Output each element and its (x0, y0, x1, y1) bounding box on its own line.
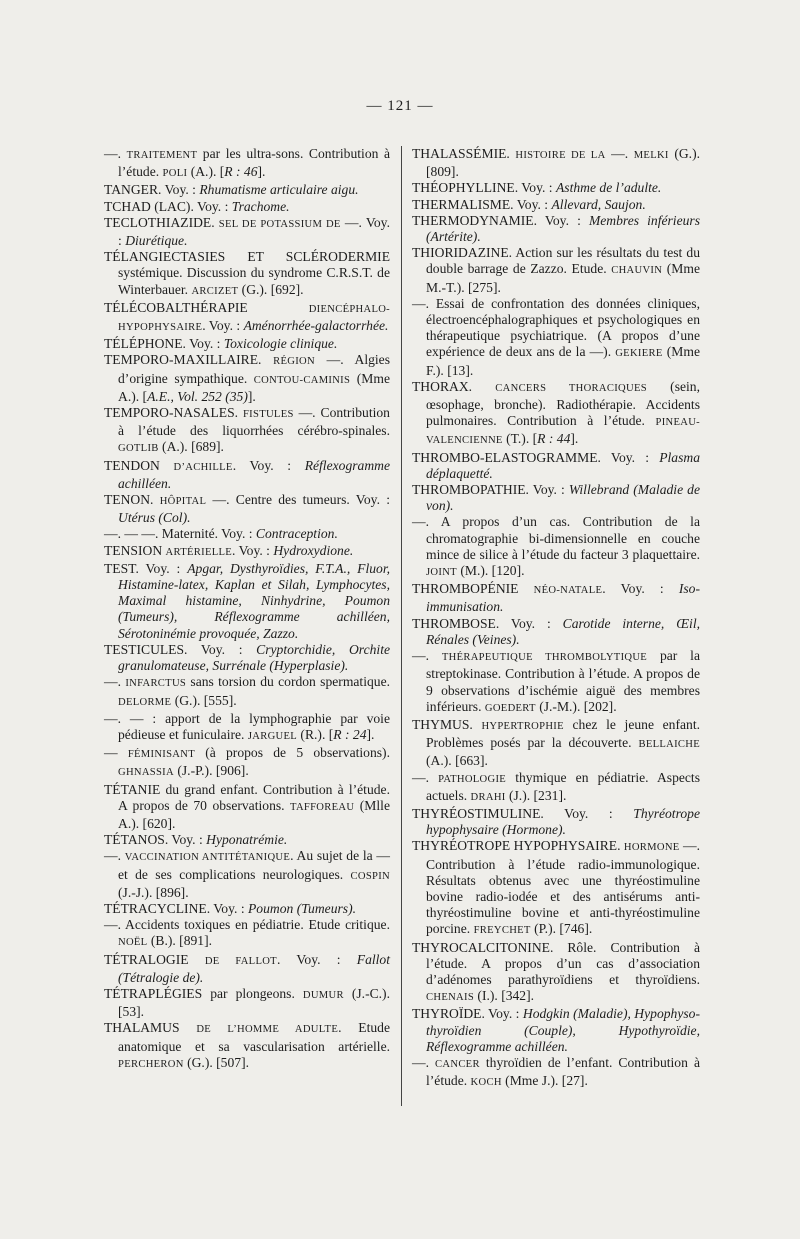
entry-text: Hydroxydione. (273, 542, 354, 558)
entry-text: Cryptorchidie, Orchite granulomateuse, Surrénale (Hyperplasie). (118, 641, 390, 674)
entry-text: (Mme M.-T.). [275]. (426, 261, 700, 295)
entry-text: THALASSÉMIE. (412, 146, 516, 161)
index-entry (412, 616, 700, 648)
entry-text: INFARCTUS (125, 678, 187, 690)
entry-text: —. — —. Maternité. Voy. : (104, 526, 256, 542)
entry-text: DE FALLOT (204, 955, 277, 967)
entry-text: Asthme de l’adulte. (556, 180, 662, 196)
entry-text: Membres inférieurs (Artérite). (426, 212, 700, 245)
entry-text: POLI (162, 168, 188, 180)
entry-text: —. (412, 769, 439, 785)
index-entry (412, 180, 700, 196)
entry-text: (Mlle A.). [620]. (118, 797, 390, 831)
index-entry (104, 492, 390, 526)
entry-text: FISTULES (242, 409, 294, 421)
entry-text: —. (104, 848, 125, 864)
entry-text: (A.). [689]. (158, 439, 224, 455)
entry-text: THYRÉOTROPE HYPOPHYSAIRE. (412, 838, 624, 854)
entry-text: . Etude anatomique et sa vascularisation artérielle. (118, 1020, 390, 1054)
entry-text: CONTOU-CAMINIS (253, 374, 351, 386)
index-entry (412, 379, 700, 450)
entry-text: (Mme A.). [ (118, 370, 390, 404)
entry-text: —. Centre des tumeurs. Voy. : (206, 492, 390, 508)
entry-text: A.E., Vol. 252 (35) (147, 388, 248, 404)
entry-text: (B.). [891]. (147, 933, 213, 949)
entry-text: (J.-M.). [202]. (535, 698, 617, 714)
entry-text: . Voy. : (232, 542, 274, 558)
index-entry (104, 674, 390, 710)
entry-text: Utérus (Col). (118, 510, 191, 526)
entry-text: THÉRAPEUTIQUE THROMBOLYTIQUE (441, 652, 648, 664)
entry-text: Apgar, Dysthyroïdies, F.T.A., Fluor, Histamine-latex, Kaplan et Silah, Lymphocytes, Maximal histamine, Ninhydrine, Poumon (Tumeurs), Réflexogramme achilléen, Sérotoninémie provoquée, Zazzo. (118, 560, 390, 641)
index-entry (412, 770, 700, 806)
entry-text: —. (412, 1054, 436, 1070)
entry-text: CHENAIS (426, 992, 475, 1004)
page-number: — 121 — (366, 98, 434, 114)
entry-text: TEMPORO-MAXILLAIRE. (104, 352, 274, 368)
entry-text: PATHOLOGIE (438, 773, 507, 785)
entry-text: —. Essai de confrontation des données cliniques, électroencéphalographiques et psychologiques en thérapeutique psychiatrique. (A propos d’une expérience de deux ans de la —). (412, 295, 700, 360)
entry-text: Poumon (Tumeurs). (248, 900, 356, 916)
entry-text: Trachome. (231, 198, 290, 214)
entry-text: TÉLÉCOBALTHÉRAPIE (104, 299, 309, 315)
entry-text: (A.). [ (187, 164, 225, 180)
entry-text: —. (605, 146, 634, 161)
entry-text: —. Algies d’origine sympathique. (118, 352, 390, 386)
index-entry (412, 648, 700, 717)
entry-text: (Mme J.). [27]. (501, 1073, 588, 1089)
entry-text: Fallot (Tétralogie de). (118, 951, 390, 985)
entry-text: Carotide interne, Œil, Rénales (Veines). (426, 615, 701, 647)
entry-text: R : 46 (224, 164, 258, 180)
index-entry (104, 917, 390, 951)
entry-text: Toxicologie clinique. (223, 336, 338, 352)
entry-text: Contraception. (255, 526, 338, 542)
index-entry (412, 838, 700, 939)
entry-text: GHNASSIA (118, 767, 174, 779)
entry-text: TEMPORO-NASALES. (104, 405, 243, 421)
entry-text: Réflexogramme achilléen. (118, 457, 390, 491)
index-entry (104, 952, 390, 986)
entry-text: HISTOIRE DE LA (515, 150, 606, 161)
entry-text: . Voy. : (232, 457, 305, 473)
index-entry (104, 352, 390, 405)
index-entry (104, 901, 390, 917)
index-entry (412, 581, 700, 615)
entry-text: (T.). [ (502, 431, 538, 447)
entry-text: (à propos de 5 observations). (194, 745, 390, 761)
entry-text: R : 44 (537, 431, 571, 447)
entry-text: par la streptokinase. Contribution à l’étude. A propos de 9 observations d’ischémie aiguë des membres inférieurs. (426, 648, 700, 714)
entry-text: Aménorrhée-galactorrhée. (243, 318, 389, 334)
entry-text: (A.). [663]. (426, 753, 488, 769)
entry-text: ]. (247, 388, 256, 404)
entry-text: ARTÉRIELLE (165, 546, 233, 558)
index-entry (104, 848, 390, 901)
entry-text: NÉO-NATALE (533, 585, 603, 597)
entry-text: (I.). [342]. (474, 988, 535, 1004)
index-entry (104, 642, 390, 674)
entry-text: —. (412, 648, 442, 664)
entry-text: —. (104, 674, 126, 690)
entry-text: PINEAU-VALENCIENNE (426, 417, 700, 447)
index-column-left (104, 146, 390, 1073)
entry-text: (sein, œsophage, bronche). Radiothérapie. Accidents pulmonaires. Contribution à l’étude. (426, 378, 700, 429)
entry-text: (J.-P.). [906]. (173, 763, 249, 779)
entry-text: HORMONE (623, 842, 680, 854)
index-entry (104, 745, 390, 781)
entry-text: (M.). [120]. (456, 563, 525, 579)
entry-text: GOTLIB (118, 443, 159, 455)
entry-text: (J.-C.). [53]. (118, 985, 390, 1020)
entry-text: TANGER. Voy. : (104, 182, 200, 198)
entry-text: TEST. Voy. : (104, 560, 188, 576)
entry-text: Plasma déplaquetté. (426, 449, 700, 481)
entry-text: thyroïdien de l’enfant. Contribution à l’étude. (426, 1054, 700, 1089)
entry-text: COSPIN (350, 870, 390, 882)
column-divider (401, 146, 402, 1106)
entry-text: CANCERS THORACIQUES (495, 382, 647, 394)
entry-text: SEL DE POTASSIUM DE (218, 218, 341, 230)
entry-text: Hodgkin (Maladie), Hypophyso-thyroïdien (Couple), Hypothyroïdie, Réflexogramme achilléen. (426, 1006, 700, 1054)
entry-text: HYPERTROPHIE (481, 720, 564, 732)
entry-text: HÔPITAL (159, 496, 207, 508)
index-entry (104, 249, 390, 300)
entry-text: THALAMUS (104, 1020, 197, 1036)
entry-text: . Voy. : (202, 318, 244, 334)
index-entry (104, 526, 390, 542)
index-entry (104, 300, 390, 336)
entry-text: —. Voy. : (118, 214, 390, 249)
entry-text: (G.). [809]. (426, 146, 700, 180)
entry-text: — (104, 745, 128, 761)
entry-text: THYMUS. (412, 716, 482, 732)
entry-text: Willebrand (Maladie de von). (426, 482, 700, 514)
entry-text: —. (104, 146, 127, 161)
entry-text: Rhumatisme articulaire aigu. (199, 182, 359, 198)
entry-text: —. — : apport de la lymphographie par voie pédieuse et funiculaire. (104, 710, 390, 742)
index-entry (412, 450, 700, 482)
entry-text: KOCH (470, 1077, 502, 1089)
index-entry (104, 405, 390, 458)
entry-text: RÉGION (273, 356, 315, 368)
entry-text: GOEDERT (484, 702, 536, 714)
entry-text: GEKIERE (615, 348, 663, 360)
entry-text: THYRÉOSTIMULINE. Voy. : (412, 805, 634, 821)
entry-text: (G.). [555]. (171, 692, 237, 708)
entry-text: THYROÏDE. Voy. : (412, 1006, 523, 1022)
index-entry (412, 197, 700, 213)
index-entry (104, 458, 390, 492)
entry-text: BELLAICHE (638, 739, 700, 751)
index-entry (412, 482, 700, 514)
index-entry (104, 182, 390, 198)
entry-text: (G.). [692]. (238, 281, 304, 297)
entry-text: ]. (570, 431, 579, 447)
entry-text: THYROCALCITONINE. Rôle. Contribution à l’étude. A propos d’un cas d’association d’adénomes parathyroïdiens et thyroïdiens. (412, 939, 700, 987)
entry-text: TRAITEMENT (126, 150, 198, 161)
entry-text: THROMBOSE. Voy. : (412, 615, 563, 631)
index-entry (412, 514, 700, 581)
entry-text: TENSION (104, 542, 166, 558)
entry-text: (R.). [ (297, 726, 334, 742)
entry-text: DUMUR (302, 989, 344, 1001)
index-entry (412, 806, 700, 838)
entry-text: THERMALISME. Voy. : (412, 196, 552, 212)
entry-text: THROMBOPÉNIE (412, 581, 534, 597)
index-entry (104, 832, 390, 848)
entry-text: ARCIZET (191, 285, 239, 297)
entry-text: (P.). [746]. (530, 921, 593, 937)
entry-text: THROMBO-ELASTOGRAMME. Voy. : (412, 449, 660, 465)
entry-text: PERCHERON (118, 1058, 184, 1070)
index-entry (104, 336, 390, 352)
entry-text: THORAX. (412, 378, 496, 394)
entry-text: DIENCÉPHALO-HYPOPHYSAIRE (118, 303, 390, 334)
entry-text: Iso-immunisation. (426, 581, 700, 615)
entry-text: TENON. (104, 492, 160, 508)
entry-text: TCHAD (LAC). Voy. : (104, 198, 232, 214)
entry-text: THERMODYNAMIE. Voy. : (412, 212, 589, 228)
entry-text: THIORIDAZINE. Action sur les résultats du test du double barrage de Zazzo. Etude. (412, 245, 700, 277)
index-entry (412, 1006, 700, 1055)
entry-text: (J.). [231]. (505, 787, 567, 803)
entry-text: THROMBOPATHIE. Voy. : (412, 482, 569, 498)
entry-text: Hyponatrémie. (206, 832, 288, 848)
entry-text: Allevard, Saujon. (551, 196, 646, 212)
entry-text: TÉTANOS. Voy. : (104, 832, 207, 848)
entry-text: —. A propos d’un cas. Contribution de la chromatographie bi-dimensionnelle en couche mince de silice à l’étude du facteur 3 plaquettaire. (412, 514, 700, 562)
index-entry (104, 711, 390, 745)
entry-text: TÉTRALOGIE (104, 951, 205, 967)
entry-text: Diurétique. (125, 233, 188, 249)
index-entry (412, 717, 700, 770)
entry-text: TÉLANGIECTASIES ET SCLÉRODERMIE systémique. Discussion du syndrome C.R.S.T. de Winterbauer. (104, 249, 390, 297)
entry-text: . Au sujet de la — et de ses complications neurologiques. (118, 848, 390, 882)
entry-text: . Voy. : (276, 951, 357, 967)
entry-text: ]. (257, 164, 266, 180)
index-entry (104, 561, 390, 642)
entry-text: TAFFOREAU (290, 801, 355, 813)
entry-text: TÉLÉPHONE. Voy. : (104, 336, 224, 352)
entry-text: —. Accidents toxiques en pédiatrie. Etude critique. (104, 917, 390, 933)
entry-text: —. Contribution à l’étude radio-immunologique. Résultats obtenus avec une thyréostimuline bovine radio-iodée et des antisérums anti-thyréostimuline bovine et anti-thyréostimuline porcine. (426, 838, 700, 937)
entry-text: ]. (366, 726, 375, 742)
entry-text: THÉOPHYLLINE. Voy. : (412, 180, 556, 196)
entry-text: (J.-J.). [896]. (118, 884, 189, 900)
index-entry (104, 146, 390, 182)
entry-text: Thyréotrope hypophysaire (Hormone). (426, 805, 700, 838)
index-entry (412, 146, 700, 180)
entry-text: FÉMINISANT (127, 749, 195, 761)
entry-text: R : 24 (333, 726, 367, 742)
entry-text: TENDON (104, 457, 174, 473)
entry-text: DE L’HOMME ADULTE (196, 1024, 339, 1036)
entry-text: . Voy. : (602, 581, 679, 597)
entry-text: TESTICULES. Voy. : (104, 641, 257, 657)
entry-text: VACCINATION ANTITÉTANIQUE (124, 852, 291, 864)
entry-text: FREYCHET (473, 925, 531, 937)
entry-text: MELKI (633, 150, 669, 161)
index-entry (412, 940, 700, 1007)
index-entry (412, 213, 700, 245)
entry-text: thymique en pédiatrie. Aspects actuels. (426, 769, 700, 803)
index-entry (104, 782, 390, 833)
entry-text: TECLOTHIAZIDE. (104, 214, 219, 230)
entry-text: sans torsion du cordon spermatique. (186, 674, 391, 690)
entry-text: NOËL (118, 937, 148, 949)
entry-text: chez le jeune enfant. Problèmes posés par la découverte. (426, 716, 700, 751)
entry-text: par les ultra-sons. Contribution à l’étude. (118, 146, 391, 180)
index-entry (104, 986, 390, 1020)
index-entry (104, 1020, 390, 1073)
entry-text: DELORME (118, 696, 172, 708)
entry-text: —. Contribution à l’étude des liquorrhées cérébro-spinales. (118, 405, 390, 439)
entry-text: (Mme F.). [13]. (426, 344, 700, 378)
entry-text: TÉTANIE du grand enfant. Contribution à l’étude. A propos de 70 observations. (104, 781, 390, 813)
entry-text: TÉTRACYCLINE. Voy. : (104, 900, 248, 916)
entry-text: DRAHI (470, 791, 506, 803)
entry-text: CHAUVIN (611, 265, 663, 277)
entry-text: TÉTRAPLÉGIES par plongeons. (104, 985, 303, 1001)
entry-text: CANCER (435, 1058, 480, 1070)
index-entry (104, 199, 390, 215)
index-entry (412, 1055, 700, 1091)
index-entry (412, 296, 700, 379)
entry-text: JARGUEL (247, 730, 298, 742)
index-entry (104, 543, 390, 561)
entry-text: D’ACHILLE (173, 461, 233, 473)
index-column-right (412, 146, 700, 1091)
entry-text: JOINT (426, 567, 457, 579)
index-entry (412, 245, 700, 296)
index-entry (104, 215, 390, 249)
entry-text: (G.). [507]. (183, 1054, 249, 1070)
